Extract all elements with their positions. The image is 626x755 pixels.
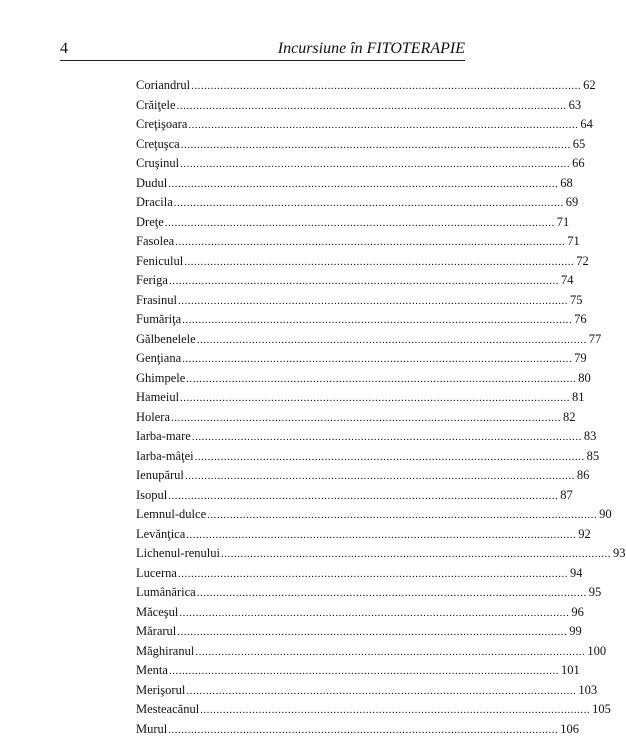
dot-leader: ........................................................................................................................: [191, 80, 582, 92]
toc-entry: [136, 388, 585, 408]
toc-entry-title: Lumânărica: [136, 585, 196, 599]
toc-entry-title: Genţiana: [136, 351, 182, 365]
toc-entry-page: 74: [560, 273, 574, 287]
toc-entry: [136, 310, 587, 330]
dot-leader: ........................................................................................................................: [207, 509, 598, 521]
toc-entry-title: Dudul: [136, 175, 168, 190]
dot-leader: ........................................................................................................................: [177, 626, 568, 638]
toc-entry-title: Lemnul-dulce: [136, 507, 207, 521]
toc-entry: [136, 720, 579, 740]
toc-entry-page: 85: [586, 448, 600, 463]
toc-entry-title: Dracila: [136, 195, 173, 209]
dot-leader: ........................................................................................................................: [168, 177, 559, 190]
dot-leader: ........................................................................................................................: [173, 197, 564, 209]
toc-entry: [136, 330, 602, 350]
dot-leader: ........................................................................................................................: [184, 255, 575, 268]
toc-entry-page: 103: [578, 682, 598, 697]
toc-entry-title: Creţişoara: [136, 117, 188, 131]
toc-entry-title: Măceşul: [136, 604, 179, 619]
dot-leader: ........................................................................................................................: [168, 489, 559, 502]
dot-leader: ........................................................................................................................: [182, 314, 573, 326]
toc-entry: [136, 193, 579, 213]
page-header: [60, 38, 465, 61]
toc-entry-title: Crăiţele: [136, 97, 176, 112]
dot-leader: ........................................................................................................................: [175, 236, 566, 248]
dot-leader: ........................................................................................................................: [171, 411, 562, 424]
dot-leader: ........................................................................................................................: [180, 158, 571, 170]
toc-entry-page: 79: [574, 351, 587, 365]
toc-entry-page: 68: [560, 175, 573, 190]
toc-entry-page: 71: [556, 214, 570, 229]
toc-entry-page: 95: [588, 585, 602, 599]
toc-entry-title: Feniculul: [136, 253, 184, 268]
dot-leader: ........................................................................................................................: [164, 216, 555, 229]
toc-entry: [136, 76, 596, 96]
dot-leader: ........................................................................................................................: [194, 450, 585, 463]
toc-entry: [136, 232, 580, 252]
toc-entry-title: Ghimpele: [136, 370, 186, 385]
toc-entry-title: Lichenul-renului: [136, 546, 220, 560]
dot-leader: ........................................................................................................................: [195, 645, 586, 658]
running-title: Incursiune în FITOTERAPIE: [277, 40, 465, 57]
toc-entry: [136, 622, 582, 642]
toc-entry: [136, 96, 582, 116]
dot-leader: ........................................................................................................................: [168, 275, 559, 287]
toc-entry-page: 99: [569, 624, 582, 638]
toc-entry-page: 64: [580, 117, 593, 131]
dot-leader: ........................................................................................................................: [180, 138, 571, 151]
toc-entry-page: 76: [574, 312, 587, 326]
toc-entry-page: 90: [599, 507, 612, 521]
toc-entry-page: 66: [572, 156, 585, 170]
dot-leader: ........................................................................................................................: [168, 723, 559, 736]
toc-entry-page: 72: [576, 253, 589, 268]
toc-entry: [136, 174, 573, 194]
toc-entry: [136, 466, 590, 486]
toc-entry: [136, 700, 611, 720]
toc-entry-title: Mesteacănul: [136, 702, 200, 716]
dot-leader: ........................................................................................................................: [191, 431, 582, 443]
toc-entry-page: 86: [576, 468, 590, 482]
toc-entry-title: Murul: [136, 721, 168, 736]
toc-entry: [136, 447, 600, 467]
toc-entry: [136, 252, 589, 272]
toc-entry: [136, 486, 573, 506]
toc-entry: [136, 661, 580, 681]
dot-leader: ........................................................................................................................: [182, 353, 573, 365]
toc-entry-title: Lucerna: [136, 565, 177, 580]
toc-entry: [136, 603, 584, 623]
dot-leader: ........................................................................................................................: [196, 333, 587, 346]
toc-entry-title: Iarba-mare: [136, 429, 191, 443]
dot-leader: ........................................................................................................................: [180, 392, 571, 404]
toc-entry-page: 87: [560, 487, 573, 502]
toc-entry-title: Iarba-mâţei: [136, 448, 194, 463]
toc-entry: [136, 681, 598, 701]
dot-leader: ........................................................................................................................: [196, 587, 587, 599]
toc-entry-title: Dreţe: [136, 214, 164, 229]
toc-entry: [136, 115, 593, 135]
toc-entry: [136, 583, 602, 603]
page-number: 4: [60, 40, 68, 57]
toc-entry: [136, 525, 591, 545]
toc-entry-page: 65: [572, 136, 586, 151]
dot-leader: ........................................................................................................................: [184, 470, 575, 482]
toc-entry-title: Feriga: [136, 273, 168, 287]
toc-entry: [136, 213, 570, 233]
toc-entry-title: Mărarul: [136, 624, 177, 638]
dot-leader: ........................................................................................................................: [188, 119, 579, 131]
toc-entry-title: Măghiranul: [136, 643, 195, 658]
table-of-contents: [136, 76, 626, 739]
toc-entry: [136, 349, 587, 369]
dot-leader: ........................................................................................................................: [186, 372, 577, 385]
toc-entry-title: Frasinul: [136, 292, 177, 307]
toc-entry-title: Coriandrul: [136, 78, 191, 92]
toc-entry-page: 96: [571, 604, 584, 619]
toc-entry-title: Holera: [136, 409, 171, 424]
toc-entry-title: Menta: [136, 663, 168, 677]
dot-leader: ........................................................................................................................: [179, 606, 570, 619]
dot-leader: ........................................................................................................................: [186, 684, 577, 697]
toc-entry-title: Merişorul: [136, 682, 186, 697]
toc-entry-page: 101: [560, 663, 580, 677]
toc-entry-page: 69: [565, 195, 579, 209]
toc-entry-title: Isopul: [136, 487, 168, 502]
toc-entry-title: Ienupărul: [136, 468, 184, 482]
toc-entry: [136, 564, 583, 584]
dot-leader: ........................................................................................................................: [221, 548, 611, 560]
toc-entry-page: 94: [569, 565, 583, 580]
toc-entry-page: 105: [592, 702, 611, 716]
dot-leader: ........................................................................................................................: [168, 665, 559, 677]
toc-entry-page: 106: [560, 721, 579, 736]
dot-leader: ........................................................................................................................: [176, 99, 567, 112]
toc-entry-title: Fasolea: [136, 234, 175, 248]
toc-entry: [136, 154, 585, 174]
toc-entry-page: 77: [588, 331, 602, 346]
toc-entry: [136, 427, 597, 447]
toc-entry: [136, 505, 612, 525]
toc-entry: [136, 271, 574, 291]
toc-entry-title: Cruşinul: [136, 156, 180, 170]
dot-leader: ........................................................................................................................: [186, 528, 577, 541]
toc-entry-title: Levănţica: [136, 526, 186, 541]
toc-entry: [136, 642, 607, 662]
toc-entry-page: 83: [583, 429, 597, 443]
toc-entry-page: 75: [569, 292, 583, 307]
toc-entry-page: 92: [578, 526, 591, 541]
toc-entry-page: 93: [613, 546, 626, 560]
toc-entry: [136, 291, 583, 311]
toc-entry-page: 81: [572, 390, 585, 404]
toc-entry-page: 82: [563, 409, 576, 424]
toc-entry: [136, 369, 591, 389]
toc-entry-page: 80: [578, 370, 591, 385]
toc-entry-page: 71: [567, 234, 580, 248]
toc-entry: [136, 544, 626, 564]
toc-entry-title: Hameiul: [136, 390, 180, 404]
toc-entry-page: 100: [587, 643, 607, 658]
toc-entry: [136, 408, 576, 428]
toc-entry: [136, 135, 586, 155]
dot-leader: ........................................................................................................................: [177, 567, 568, 580]
toc-entry-page: 63: [568, 97, 582, 112]
toc-entry-title: Creţuşca: [136, 136, 180, 151]
toc-entry-page: 62: [583, 78, 596, 92]
toc-entry-title: Gălbenelele: [136, 331, 196, 346]
dot-leader: ........................................................................................................................: [200, 704, 591, 716]
dot-leader: ........................................................................................................................: [177, 294, 568, 307]
toc-entry-title: Fumăriţa: [136, 312, 182, 326]
